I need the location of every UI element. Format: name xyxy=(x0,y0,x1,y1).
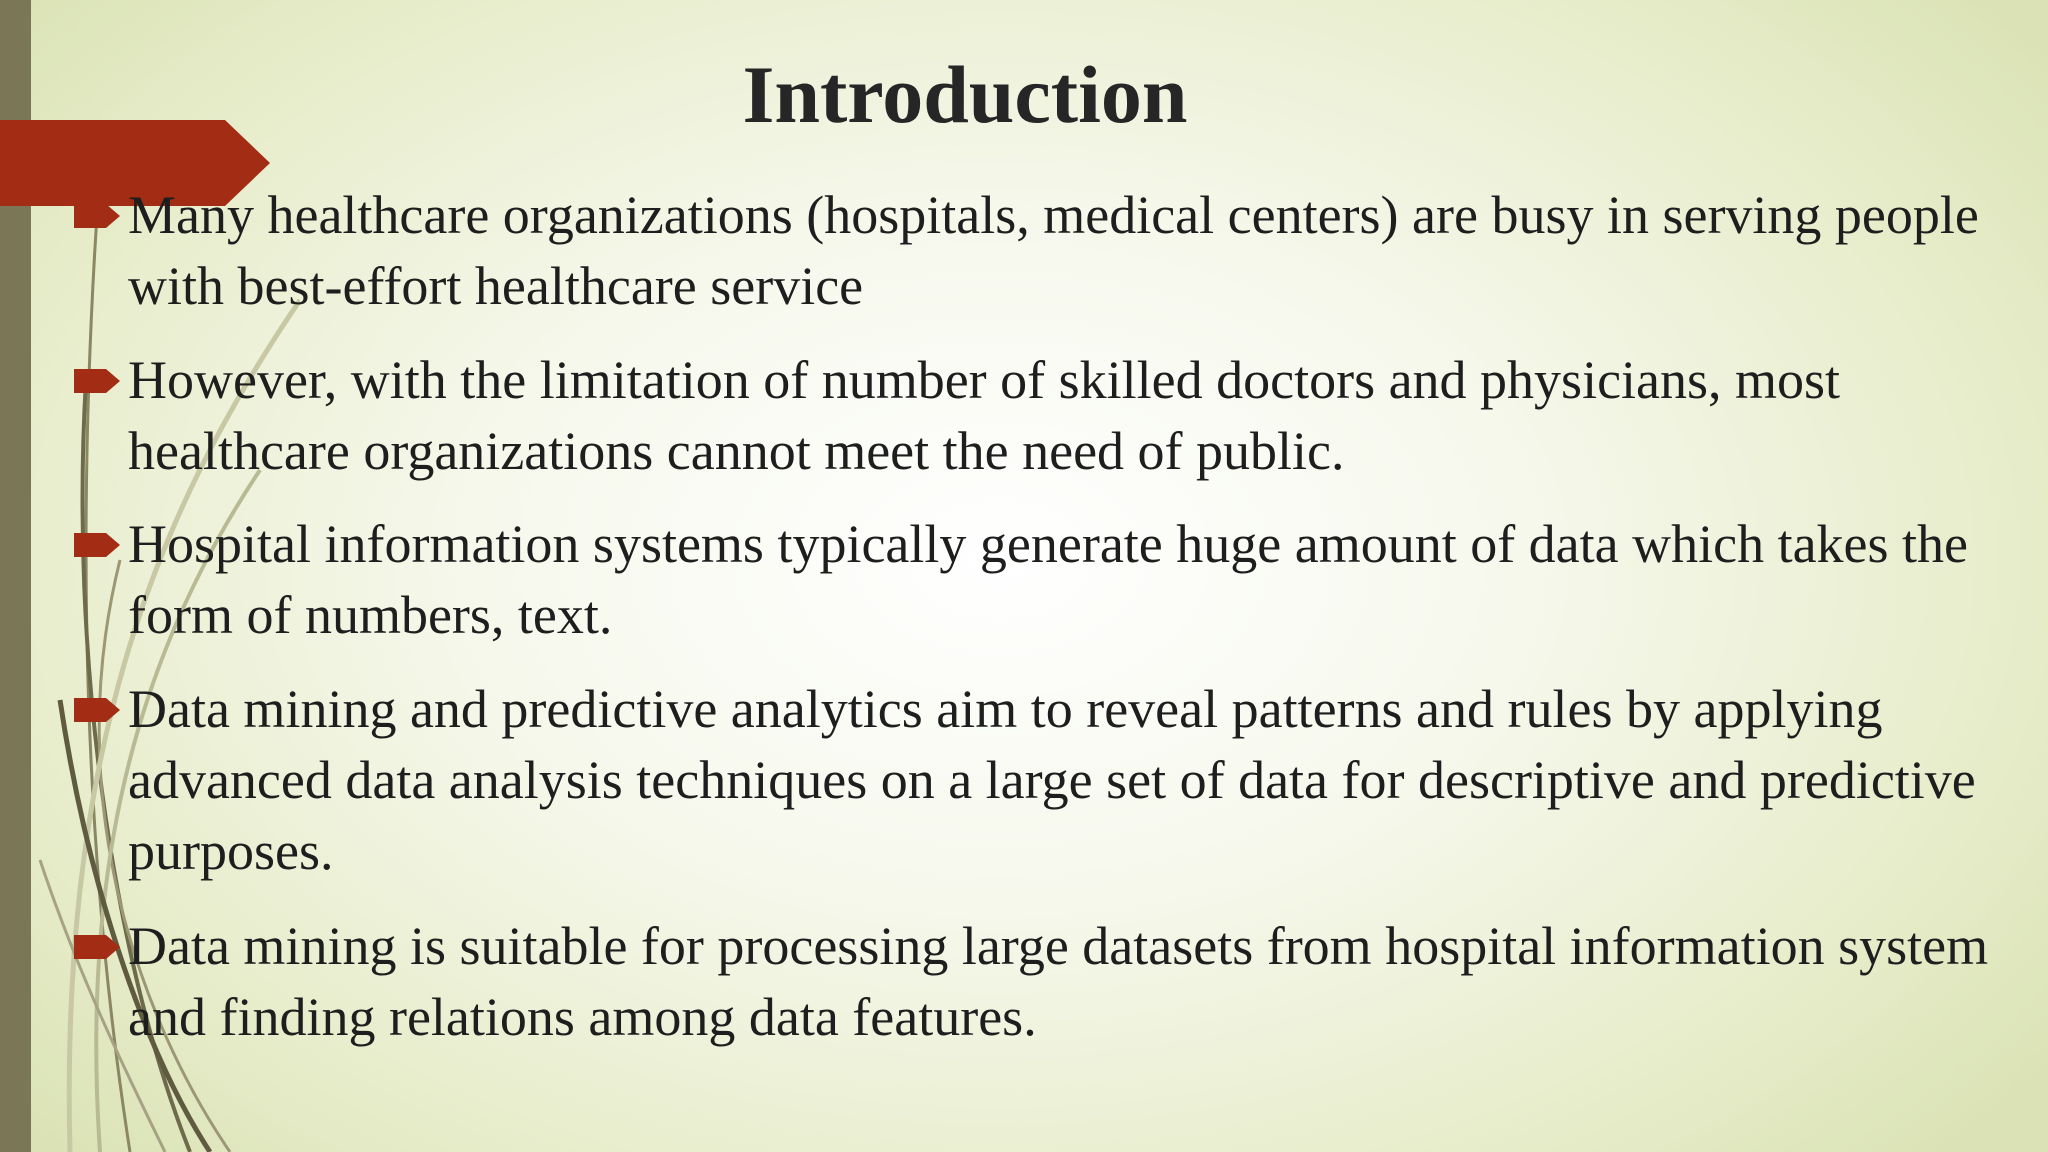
arrow-bullet-icon xyxy=(74,204,120,228)
arrow-bullet-icon xyxy=(74,935,120,959)
bullet-item xyxy=(128,345,1998,487)
arrow-bullet-icon xyxy=(74,533,120,557)
arrow-bullet-icon xyxy=(74,698,120,722)
bullet-text: However, with the limitation of number of skilled doctors and physicians, most healthcare organizations cannot meet the need of public. xyxy=(128,350,1841,481)
arrow-bullet-icon xyxy=(74,369,120,393)
bullet-text: Data mining and predictive analytics aim to reveal patterns and rules by applying advanced data analysis techniques on a large set of data for descriptive and predictive purposes. xyxy=(128,679,1976,881)
bullet-item xyxy=(128,180,1998,322)
slide-title: Introduction xyxy=(742,49,1188,140)
bullet-item xyxy=(128,674,1998,887)
bullet-text: Hospital information systems typically generate huge amount of data which takes the form of numbers, text. xyxy=(128,514,1969,645)
bullet-text: Data mining is suitable for processing large datasets from hospital information system and finding relations among data features. xyxy=(128,916,1989,1047)
bullet-item xyxy=(128,509,1998,651)
bullet-text: Many healthcare organizations (hospitals, medical centers) are busy in serving people with best-effort healthcare service xyxy=(128,185,1979,316)
bullet-item xyxy=(128,911,1998,1053)
